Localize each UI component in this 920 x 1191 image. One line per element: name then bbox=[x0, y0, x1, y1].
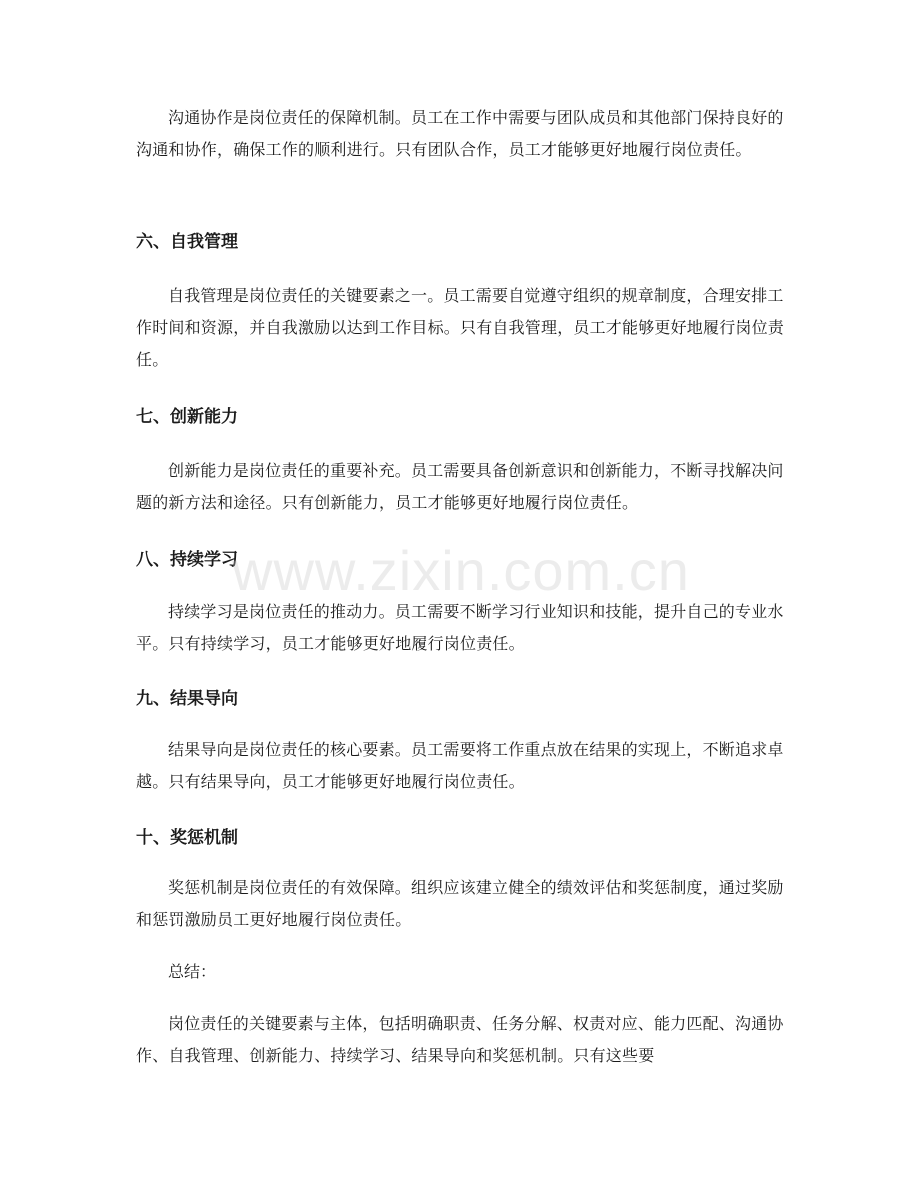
paragraph-communication: 沟通协作是岗位责任的保障机制。员工在工作中需要与团队成员和其他部门保持良好的沟通和协作，确保工作的顺利进行。只有团队合作，员工才能够更好地履行岗位责任。 bbox=[136, 108, 784, 159]
paragraph-summary: 岗位责任的关键要素与主体，包括明确职责、任务分解、权责对应、能力匹配、沟通协作、自我管理、创新能力、持续学习、结果导向和奖惩机制。只有这些要 bbox=[136, 1014, 784, 1065]
heading-rewards: 十、奖惩机制 bbox=[136, 828, 238, 848]
paragraph-learning: 持续学习是岗位责任的推动力。员工需要不断学习行业知识和技能，提升自己的专业水平。只有持续学习，员工才能够更好地履行岗位责任。 bbox=[136, 602, 784, 653]
paragraph-results: 结果导向是岗位责任的核心要素。员工需要将工作重点放在结果的实现上，不断追求卓越。只有结果导向，员工才能够更好地履行岗位责任。 bbox=[136, 740, 784, 791]
paragraph-rewards: 奖惩机制是岗位责任的有效保障。组织应该建立健全的绩效评估和奖惩制度，通过奖励和惩罚激励员工更好地履行岗位责任。 bbox=[136, 878, 784, 929]
heading-self-management: 六、自我管理 bbox=[136, 232, 238, 252]
paragraph-innovation: 创新能力是岗位责任的重要补充。员工需要具备创新意识和创新能力，不断寻找解决问题的新方法和途径。只有创新能力，员工才能够更好地履行岗位责任。 bbox=[136, 461, 784, 512]
watermark: www.zixin.com.cn bbox=[232, 539, 690, 602]
heading-innovation: 七、创新能力 bbox=[136, 407, 238, 427]
summary-label: 总结： bbox=[168, 962, 217, 981]
heading-results: 九、结果导向 bbox=[136, 689, 238, 709]
paragraph-self-management: 自我管理是岗位责任的关键要素之一。员工需要自觉遵守组织的规章制度，合理安排工作时间和资源，并自我激励以达到工作目标。只有自我管理，员工才能够更好地履行岗位责任。 bbox=[136, 286, 785, 369]
heading-learning: 八、持续学习 bbox=[136, 550, 238, 570]
